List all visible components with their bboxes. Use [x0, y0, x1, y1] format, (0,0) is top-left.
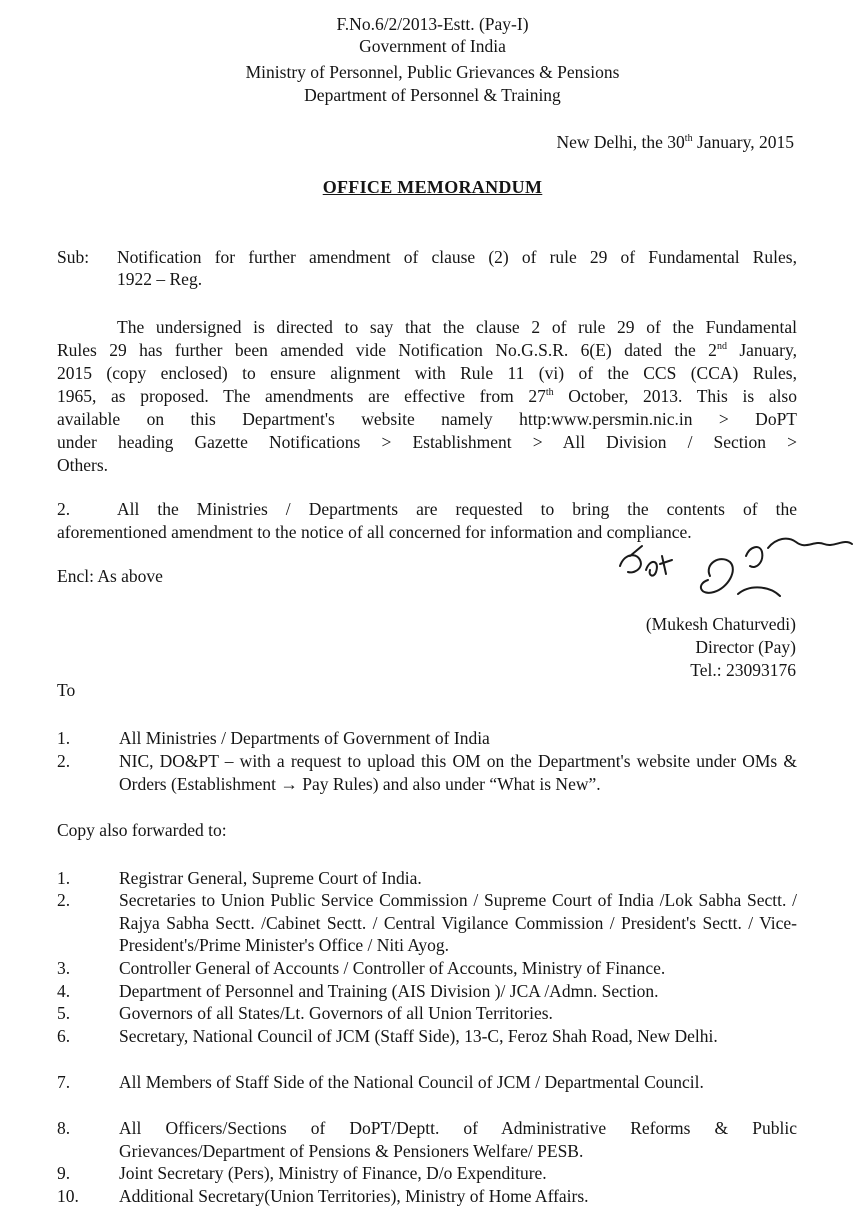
para1-line-4a: 1965, as proposed. The amendments are effective from 27: [57, 386, 546, 406]
copy-item-text: All Officers/Sections of DoPT/Deptt. of Administrative Reforms & Public Grievances/Department of Pensions & Pensioners Welfare/ PESB.: [119, 1118, 797, 1161]
para1-line-3: 2015 (copy enclosed) to ensure alignment with Rule 11 (vi) of the CCS (CCA) Rules,: [57, 363, 797, 383]
copy-item-number: 8.: [57, 1118, 71, 1138]
para1-line-2: [57, 339, 797, 361]
ministry-line: Ministry of Personnel, Public Grievances & Pensions: [245, 62, 620, 82]
copy-item-text: All Members of Staff Side of the National Council of JCM / Departmental Council.: [119, 1072, 704, 1092]
signatory-designation: Director (Pay): [695, 637, 796, 657]
government-line: Government of India: [359, 36, 506, 56]
copy-item-text: Joint Secretary (Pers), Ministry of Finance, D/o Expenditure.: [119, 1163, 547, 1183]
page-title: OFFICE MEMORANDUM: [322, 177, 543, 197]
copy-item-text: Governors of all States/Lt. Governors of all Union Territories.: [119, 1003, 553, 1023]
to-item-number: 2.: [57, 751, 71, 771]
subject-label: Sub:: [57, 247, 90, 267]
para2-number: 2.: [57, 499, 71, 519]
copy-item-text: Secretary, National Council of JCM (Staff Side), 13-C, Feroz Shah Road, New Delhi.: [119, 1026, 718, 1046]
para1-line-6: under heading Gazette Notifications > Establishment > All Division / Section >: [57, 432, 797, 452]
copy-item-number: 6.: [57, 1026, 71, 1046]
to-label: To: [57, 680, 76, 700]
para1-line-4b: October, 2013. This is also: [553, 386, 797, 406]
subject-line-1: Notification for further amendment of clause (2) of rule 29 of Fundamental Rules,: [117, 247, 797, 267]
copy-forwarded-label: Copy also forwarded to:: [57, 820, 227, 840]
copy-item-text: Controller General of Accounts / Controller of Accounts, Ministry of Finance.: [119, 958, 666, 978]
enclosure-note: Encl: As above: [57, 566, 163, 586]
date-suffix: January, 2015: [692, 132, 794, 152]
copy-item-number: 5.: [57, 1003, 71, 1023]
copy-item-text: Registrar General, Supreme Court of India.: [119, 868, 422, 888]
copy-item-number: 1.: [57, 868, 71, 888]
para1-line-4: [57, 385, 797, 407]
date-prefix: New Delhi, the 30: [556, 132, 685, 152]
copy-item-number: 3.: [57, 958, 71, 978]
subject-line-2: 1922 – Reg.: [117, 269, 203, 289]
para1-line-2a: Rules 29 has further been amended vide Notification No.G.S.R. 6(E) dated the 2: [57, 340, 717, 360]
copy-item-number: 4.: [57, 981, 71, 1001]
copy-item-number: 2.: [57, 890, 71, 910]
to-item-number: 1.: [57, 728, 71, 748]
to-item-text: All Ministries / Departments of Government of India: [119, 728, 490, 748]
date-line: [556, 131, 794, 153]
para1-line-1: The undersigned is directed to say that the clause 2 of rule 29 of the Fundamental: [117, 317, 797, 337]
para1-sup-nd: nd: [716, 341, 727, 353]
copy-item-text: Department of Personnel and Training (AIS Division )/ JCA /Admn. Section.: [119, 981, 659, 1001]
date-superscript: th: [684, 133, 693, 145]
department-line: Department of Personnel & Training: [304, 85, 561, 105]
signatory-telephone: Tel.: 23093176: [690, 660, 796, 680]
signatory-name: (Mukesh Chaturvedi): [645, 614, 796, 634]
copy-item-number: 7.: [57, 1072, 71, 1092]
to-item-text: NIC, DO&PT – with a request to upload this OM on the Department's website under OMs & Orders (Establishment → Pay Rules) and also under “What is New”.: [119, 751, 797, 794]
copy-item-number: 9.: [57, 1163, 71, 1183]
copy-item-text: Secretaries to Union Public Service Commission / Supreme Court of India /Lok Sabha Sectt. / Rajya Sabha Sectt. /Cabinet Sectt. / Central Vigilance Commission / President's Sectt. / Vice-President's/Prime Minister's Office / Niti Ayog.: [119, 890, 797, 955]
para1-line-2b: January,: [726, 340, 797, 360]
copy-item-number: 10.: [57, 1186, 79, 1206]
file-number: F.No.6/2/2013-Estt. (Pay-I): [336, 14, 529, 34]
copy-item-text: Additional Secretary(Union Territories), Ministry of Home Affairs.: [119, 1186, 589, 1206]
para1-line-7: Others.: [57, 455, 109, 475]
para1-sup-th: th: [545, 387, 554, 399]
para2-line-1: All the Ministries / Departments are requested to bring the contents of the: [117, 499, 797, 519]
para1-line-5: available on this Department's website namely http:www.persmin.nic.in > DoPT: [57, 409, 797, 429]
para2-line-2: aforementioned amendment to the notice of all concerned for information and compliance.: [57, 522, 692, 542]
handwritten-signature: [600, 526, 858, 626]
